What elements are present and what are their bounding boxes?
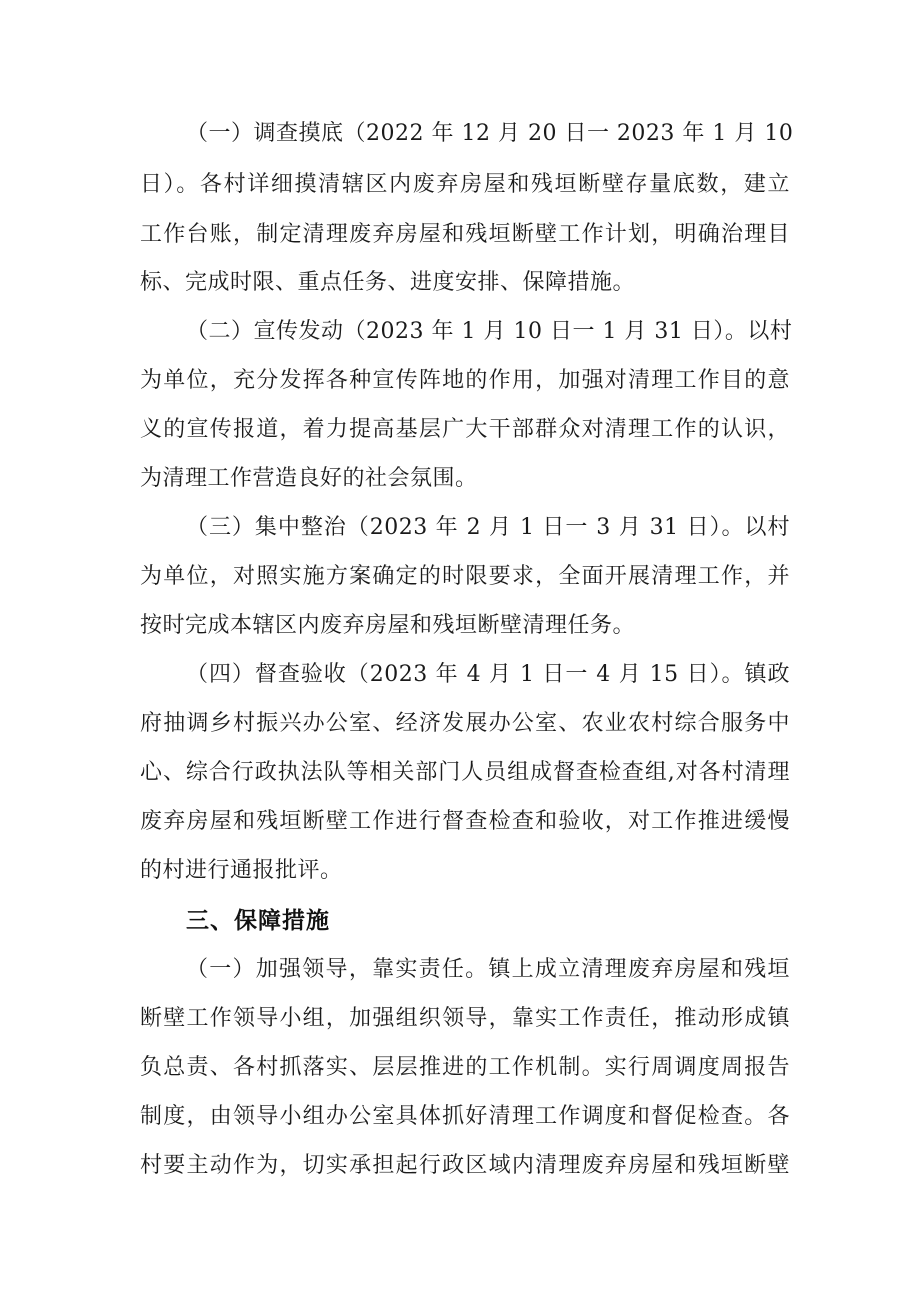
paragraph-2-line-4: 为清理工作营造良好的社会氛围。 <box>140 466 478 491</box>
paragraph-4-line-5: 的村进行通报批评。 <box>140 858 343 883</box>
paragraph-4-line-4: 废弃房屋和残垣断壁工作进行督查检查和验收，对工作推进缓慢 <box>140 809 790 834</box>
section-paragraph-line-5: 村要主动作为，切实承担起行政区域内清理废弃房屋和残垣断壁 <box>140 1153 790 1178</box>
paragraph-3-line-3: 按时完成本辖区内废弃房屋和残垣断壁清理任务。 <box>140 613 636 638</box>
section-heading: 三、保障措施 <box>186 908 330 934</box>
paragraph-1-line-3: 工作台账，制定清理废弃房屋和残垣断壁工作计划，明确治理目 <box>140 222 790 247</box>
paragraph-3-line-2: 为单位，对照实施方案确定的时限要求，全面开展清理工作，并 <box>140 564 790 589</box>
paragraph-3-line-1: （三）集中整治（2023 年 2 月 1 日一 3 月 31 日）。以村 <box>186 515 790 540</box>
section-paragraph-line-2: 断壁工作领导小组，加强组织领导，靠实工作责任，推动形成镇 <box>140 1006 790 1031</box>
section-paragraph-line-4: 制度，由领导小组办公室具体抓好清理工作调度和督促检查。各 <box>140 1104 790 1129</box>
paragraph-4-line-3: 心、综合行政执法队等相关部门人员组成督查检查组,对各村清理 <box>140 760 790 785</box>
paragraph-1-line-4: 标、完成时限、重点任务、进度安排、保障措施。 <box>140 270 636 295</box>
paragraph-2-line-2: 为单位，充分发挥各种宣传阵地的作用，加强对清理工作目的意 <box>140 368 790 393</box>
section-paragraph-line-3: 负总责、各村抓落实、层层推进的工作机制。实行周调度周报告 <box>140 1055 790 1080</box>
section-paragraph-line-1: （一）加强领导，靠实责任。镇上成立清理废弃房屋和残垣 <box>186 957 790 982</box>
paragraph-4-line-1: （四）督查验收（2023 年 4 月 1 日一 4 月 15 日）。镇政 <box>186 662 790 687</box>
paragraph-2-line-1: （二）宣传发动（2023 年 1 月 10 日一 1 月 31 日）。以村 <box>186 319 793 344</box>
paragraph-4-line-2: 府抽调乡村振兴办公室、经济发展办公室、农业农村综合服务中 <box>140 711 790 736</box>
paragraph-2-line-3: 义的宣传报道，着力提高基层广大干部群众对清理工作的认识， <box>140 417 790 442</box>
paragraph-1-line-1: （一）调查摸底（2022 年 12 月 20 日一 2023 年 1 月 10 <box>186 121 794 146</box>
paragraph-1-line-2: 日）。各村详细摸清辖区内废弃房屋和残垣断壁存量底数，建立 <box>140 172 790 197</box>
